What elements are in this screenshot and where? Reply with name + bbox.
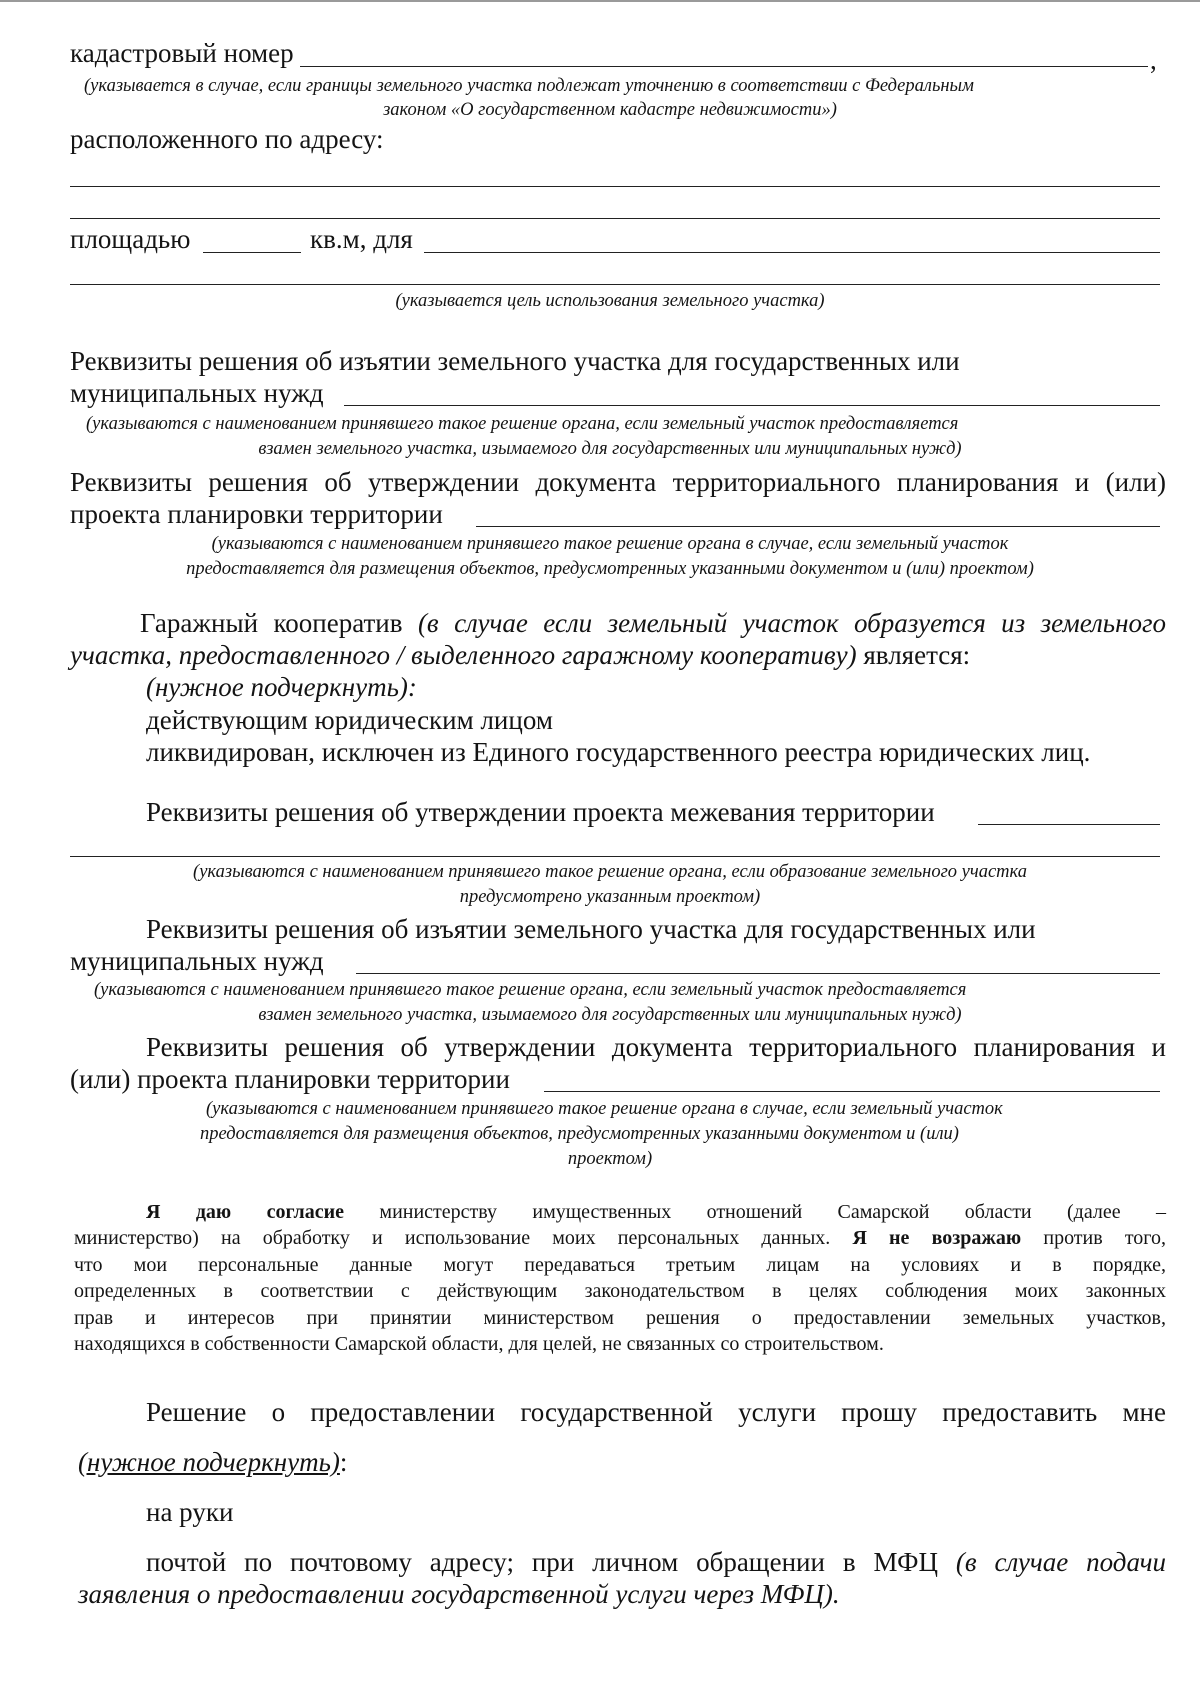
cadastral-note-line1: (указывается в случае, если границы земельного участка подлежат уточнению в соответствии с Федеральным <box>84 76 974 96</box>
planning1-line2: проекта планировки территории <box>70 499 443 529</box>
survey-line1: Реквизиты решения об утверждении проекта межевания территории <box>146 797 935 827</box>
consent-line1 <box>146 1199 1166 1226</box>
address-field-line2[interactable] <box>70 218 1160 219</box>
purpose-note: (указывается цель использования земельного участка) <box>395 291 825 311</box>
consent-line5: прав и интересов при принятии министерством решения о предоставлении земельных участков, <box>74 1307 1166 1329</box>
seizure1-note-line2: взамен земельного участка, изымаемого для государственных или муниципальных нужд) <box>258 439 962 459</box>
survey-field-line2[interactable] <box>70 856 1160 857</box>
delivery-choose-colon: : <box>339 1447 348 1477</box>
garage-line2-note: участка, предоставленного / выделенного гаражному кооперативу) <box>70 640 857 670</box>
seizure2-note-line2: взамен земельного участка, изымаемого для государственных или муниципальных нужд) <box>258 1005 962 1025</box>
consent-line2-pre: министерство) на обработку и использование моих персональных данных. <box>74 1227 831 1249</box>
planning2-field[interactable] <box>544 1091 1160 1092</box>
address-label: расположенного по адресу: <box>70 124 384 154</box>
seizure1-field[interactable] <box>344 405 1160 406</box>
delivery-line1: Решение о предоставлении государственной услуги прошу предоставить мне <box>146 1397 1166 1427</box>
seizure2-line1: Реквизиты решения об изъятии земельного участка для государственных или <box>146 914 1036 944</box>
seizure2-line2: муниципальных нужд <box>70 946 324 976</box>
area-label: площадью <box>70 224 191 254</box>
garage-lead: Гаражный кооператив <box>140 608 403 638</box>
planning1-line1: Реквизиты решения об утверждении документа территориального планирования и (или) <box>70 467 1166 497</box>
planning2-note-line1: (указываются с наименованием принявшего такое решение органа в случае, если земельный участок <box>206 1099 1003 1119</box>
planning2-line1: Реквизиты решения об утверждении документа территориального планирования и <box>146 1032 1166 1062</box>
seizure2-note-line1: (указываются с наименованием принявшего такое решение органа, если земельный участок предоставляется <box>94 980 967 1000</box>
consent-line4: определенных в соответствии с действующим законодательством в целях соблюдения моих законных <box>74 1280 1166 1302</box>
planning1-note-line2: предоставляется для размещения объектов, предусмотренных указанными документом и (или) проектом) <box>186 559 1034 579</box>
delivery-option-mail-note: (в случае подачи <box>955 1547 1166 1577</box>
seizure1-note-line1: (указываются с наименованием принявшего такое решение органа, если земельный участок предоставляется <box>86 414 959 434</box>
seizure1-line2: муниципальных нужд <box>70 378 324 408</box>
area-field[interactable] <box>203 252 301 253</box>
survey-note-line1: (указываются с наименованием принявшего такое решение органа, если образование земельного участка <box>193 862 1027 882</box>
consent-line2 <box>74 1225 1166 1252</box>
garage-option-active[interactable]: действующим юридическим лицом <box>146 705 553 735</box>
purpose-field-line2[interactable] <box>70 284 1160 285</box>
cadastral-note-line2: законом «О государственном кадастре недвижимости») <box>383 100 837 120</box>
garage-lead-note: (в случае если земельный участок образуется из земельного <box>417 608 1167 638</box>
planning2-line2: (или) проекта планировки территории <box>70 1064 510 1094</box>
planning1-note-line1: (указываются с наименованием принявшего такое решение органа в случае, если земельный участок <box>211 534 1009 554</box>
garage-line1 <box>140 607 1166 639</box>
planning1-field[interactable] <box>476 526 1160 527</box>
cadastral-number-field[interactable] <box>300 66 1148 67</box>
planning2-note-line2: предоставляется для размещения объектов, предусмотренных указанными документом и (или) <box>200 1124 959 1144</box>
delivery-option-mail-text: почтой по почтовому адресу; при личном обращении в МФЦ <box>146 1547 938 1577</box>
garage-choose-hint: (нужное подчеркнуть): <box>146 672 417 702</box>
survey-field-line1[interactable] <box>978 824 1160 825</box>
consent-bold1: Я даю согласие <box>146 1201 345 1223</box>
delivery-option-mail-line2: заявления о предоставлении государственной услуги через МФЦ). <box>78 1579 840 1609</box>
garage-line2 <box>70 639 970 671</box>
seizure2-field[interactable] <box>356 973 1160 974</box>
garage-option-liquidated[interactable]: ликвидирован, исключен из Единого государственного реестра юридических лиц. <box>146 737 1091 767</box>
consent-line2-post: против того, <box>1043 1227 1167 1249</box>
area-unit-label: кв.м, для <box>310 224 413 254</box>
delivery-choose: (нужное подчеркнуть) <box>78 1447 340 1477</box>
consent-text1: министерству имущественных отношений Самарской области (далее – <box>379 1201 1166 1223</box>
cadastral-number-label: кадастровый номер <box>70 38 294 68</box>
delivery-option-in-person[interactable]: на руки <box>146 1497 234 1527</box>
purpose-field-line1[interactable] <box>424 252 1160 253</box>
consent-bold2: Я не возражаю <box>852 1227 1022 1249</box>
address-field-line1[interactable] <box>70 186 1160 187</box>
consent-line3: что мои персональные данные могут передаваться третьим лицам на условиях и в порядке, <box>74 1254 1166 1276</box>
cadastral-comma: , <box>1150 45 1157 75</box>
planning2-note-line3: проектом) <box>567 1149 653 1169</box>
survey-note-line2: предусмотрено указанным проектом) <box>459 887 761 907</box>
garage-line2-tail: является: <box>863 640 971 670</box>
delivery-choose-hint <box>78 1446 347 1478</box>
seizure1-line1: Реквизиты решения об изъятии земельного участка для государственных или <box>70 346 960 376</box>
consent-line6: находящихся в собственности Самарской области, для целей, не связанных со строительством. <box>74 1333 884 1355</box>
delivery-option-mail[interactable] <box>146 1546 1166 1578</box>
